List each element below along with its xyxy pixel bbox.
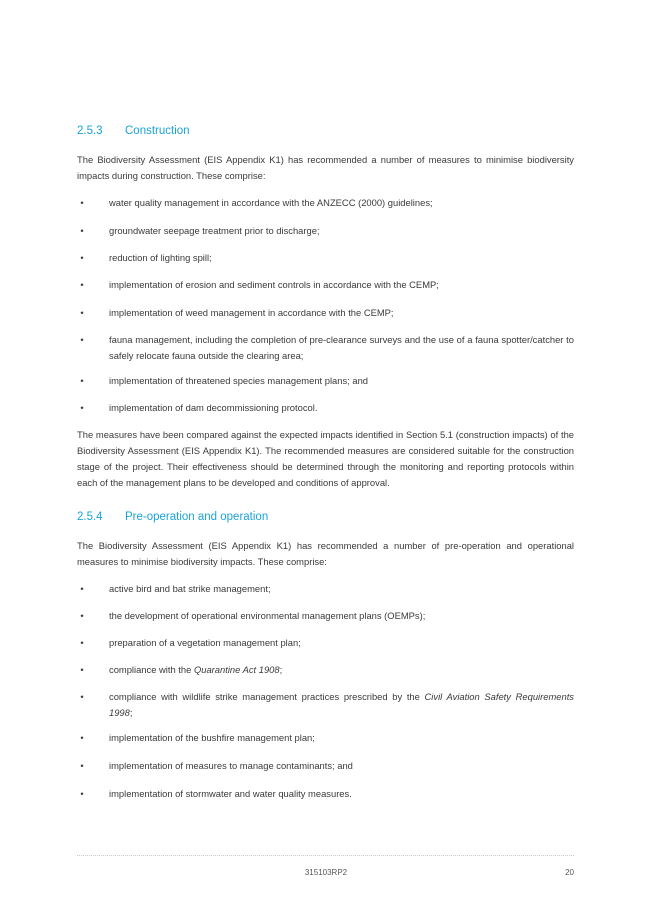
section-number: 2.5.3 [77,125,103,137]
footer-divider [77,855,574,856]
bullet-icon: • [80,307,84,318]
bullet-icon: • [80,760,84,771]
bullet-icon: • [80,197,84,208]
bullet-icon: • [80,691,84,702]
bullet-icon: • [80,225,84,236]
section-heading-2-5-3 [77,125,190,137]
bullet-icon: • [80,583,84,594]
bullet-icon: • [80,732,84,743]
construction-closing-paragraph: The measures have been compared against the expected impacts identified in Section 5.1 (construction impacts) of the Biodiversity Assessment (EIS Appendix K1). The recommended measures are considered suitable for the construction stage of the project. Their effectiveness should be determined through the monitoring and reporting protocols within each of the management plans to be developed and conditions of approval. [77,429,574,488]
act-title: Quarantine Act 1908 [193,664,280,675]
bullet-icon: • [80,334,84,345]
bullet-icon: • [80,375,84,386]
bullet-icon: • [80,637,84,648]
page-number: 20 [565,868,574,877]
bullet-icon: • [80,252,84,263]
document-page: 2.5.3 Construction The Biodiversity Assessment (EIS Appendix K1) has recommended a number of measures to minimise biodiversity impacts during construction. These comprise: • water quality management in accordance with the ANZECC (2000) guidelines; • groundwater seepage treatment prior to discharge; • reduction of lighting spill; • implementation of erosion and sediment controls in accordance with the CEMP; • implementation of weed management in accordance with the CEMP; • fauna management, including the completion of pre-clearance surveys and the use of a fauna spotter/catcher to safely relocate fauna outside the clearing area; • implementation of threatened species management plans; and • implementation of dam decommissioning protocol. The measures have been compared against the expected impacts identified in Section 5.1 (construction impacts) of the Biodiversity Assessment (EIS Appendix K1). The recommended measures are considered suitable for the construction stage of the project. Their effectiveness should be determined through the monitoring and reporting protocols within each of the management plans to be developed and conditions of approval. 2.5.4 Pre-operation and operation The Biodiversity Assessment (EIS Appendix K1) has recommended a number of pre-operation and operational measures to minimise biodiversity impacts. These comprise: • active bird and bat strike management; • the development of operational environmental management plans (OEMPs); • preparation of a vegetation management plan; • compliance with the Quarantine Act 1908; • compliance with wildlife strike management practices prescribed by the Civil Aviation Safety Requirements 1998; • implementation of the bushfire management plan; • implementation of measures to manage contaminants; and • implementation of stormwater and water quality measures. 315103RP2 20 [0,0,652,923]
section-title: Pre-operation and operation [125,511,269,523]
bullet-icon: • [80,664,84,675]
section-number: 2.5.4 [77,511,103,523]
section-heading-2-5-4 [77,511,268,523]
bullet-icon: • [80,788,84,799]
section-title: Construction [125,125,190,137]
bullet-icon: • [80,402,84,413]
regulation-title: Civil Aviation Safety Requirements 1998 [109,691,574,718]
document-code: 315103RP2 [304,868,348,877]
bullet-icon: • [80,610,84,621]
operation-intro-paragraph: The Biodiversity Assessment (EIS Appendix K1) has recommended a number of pre-operation and operational measures to minimise biodiversity impacts. These comprise: [77,540,574,567]
bullet-icon: • [80,279,84,290]
construction-intro-paragraph: The Biodiversity Assessment (EIS Appendix K1) has recommended a number of measures to minimise biodiversity impacts during construction. These comprise: [77,154,574,181]
